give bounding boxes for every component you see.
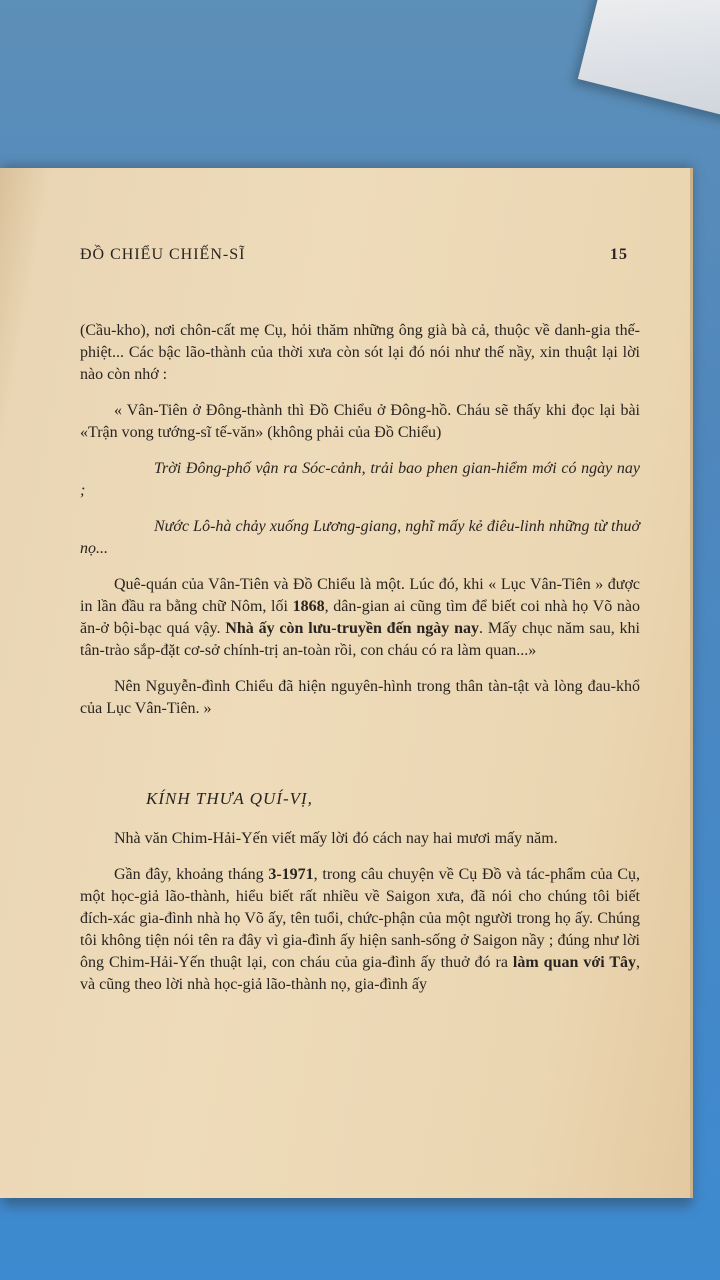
date-3-1971: 3-1971 xyxy=(268,866,314,883)
text-run: Gần đây, khoảng tháng xyxy=(114,866,269,883)
book-page xyxy=(0,168,693,1198)
text-run: . Mấy chục năm sau, khi tân-trào sắp-đặt cơ-sở chính-trị an-toàn rồi, con cháu có ra làm quan...» xyxy=(80,620,641,659)
verse-line: Nước Lô-hà chảy xuống Lương-giang, nghĩ mấy kẻ điêu-linh những từ thuở nọ... xyxy=(80,518,640,557)
bold-phrase: Nhà ấy còn lưu-truyền đến ngày nay xyxy=(225,620,480,637)
page-number: 15 xyxy=(610,246,628,263)
section-heading: KÍNH THƯA QUÍ-VỊ, xyxy=(146,789,313,808)
bold-phrase: làm quan với Tây xyxy=(512,954,637,971)
text-run: , và cũng theo lời nhà học-giả lão-thành nọ, gia-đình ấy xyxy=(80,954,641,993)
paragraph: Nên Nguyễn-đình Chiểu đã hiện nguyên-hình trong thân tàn-tật và lòng đau-khổ của Lục Vân-Tiên. » xyxy=(80,678,640,717)
running-header xyxy=(80,246,628,264)
text-run: Quê-quán của Vân-Tiên và Đồ Chiểu là một. Lúc đó, khi « Lục Vân-Tiên » được in lần đầu ra bằng chữ Nôm, lối xyxy=(80,576,640,615)
paragraph: « Vân-Tiên ở Đông-thành thì Đồ Chiểu ở Đông-hồ. Cháu sẽ thấy khi đọc lại bài «Trận vong tướng-sĩ tế-văn» (không phải của Đồ Chiểu) xyxy=(80,402,640,441)
year-1868: 1868 xyxy=(292,598,325,615)
paragraph: (Cầu-kho), nơi chôn-cất mẹ Cụ, hỏi thăm những ông già bà cả, thuộc về danh-gia thế-phiệt... Các bậc lão-thành của thời xưa còn sót lại đó nói như thế nầy, xin thuật lại lời nào còn nhớ : xyxy=(80,322,640,383)
body-text xyxy=(80,320,640,1010)
running-title: ĐỒ CHIỂU CHIẾN-SĨ xyxy=(80,246,246,263)
verse-line: Trời Đông-phố vận ra Sóc-cảnh, trải bao phen gian-hiểm mới có ngày nay ; xyxy=(80,460,640,499)
paper-corner-background xyxy=(578,0,720,118)
paragraph xyxy=(80,864,640,996)
paragraph xyxy=(80,574,640,662)
paragraph: Nhà văn Chim-Hải-Yến viết mấy lời đó cách nay hai mươi mấy năm. xyxy=(114,830,558,847)
text-run: , dân-gian ai cũng tìm để biết coi nhà họ Võ nào ăn-ở bội-bạc quá vậy. xyxy=(80,598,640,637)
text-run: , trong câu chuyện về Cụ Đồ và tác-phẩm của Cụ, một học-giả lão-thành, hiểu biết rất nhiều về Saigon xưa, đã nói cho chúng tôi biết đích-xác gia-đình nhà họ Võ ấy, tên tuổi, chức-phận của một người trong họ ấy. Chúng tôi không tiện nói tên ra đây vì gia-đình ấy hiện sanh-sống ở Saigon nầy ; đúng như lời ông Chim-Hải-Yến thuật lại, con cháu của gia-đình ấy thuở đó ra xyxy=(80,866,640,971)
